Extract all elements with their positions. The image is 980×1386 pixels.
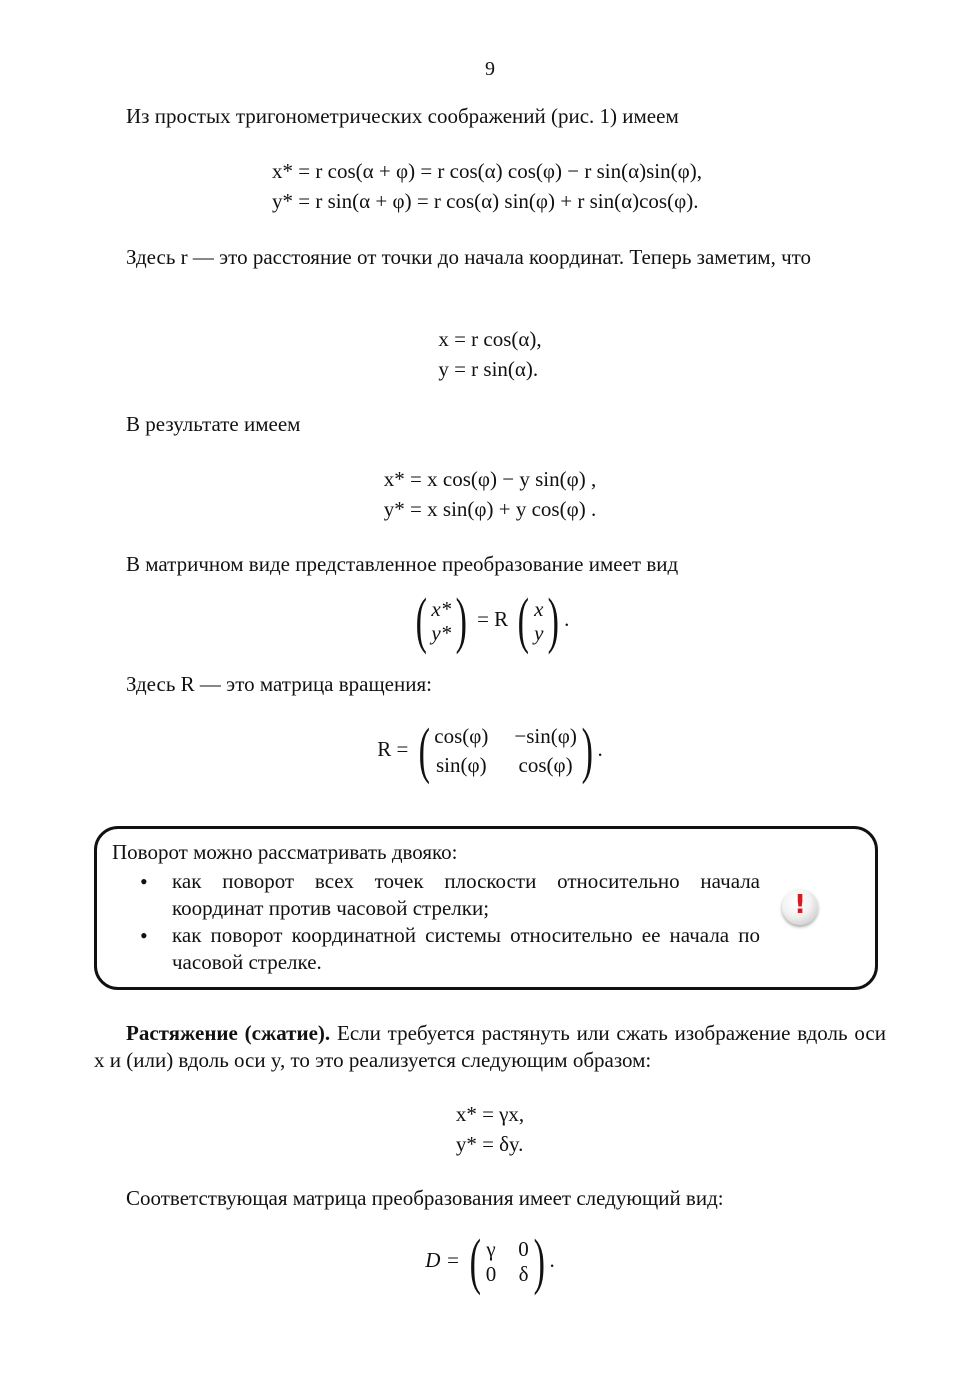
- rotation-matrix: ( cos(φ) −sin(φ) sin(φ) cos(φ) ): [418, 717, 593, 785]
- section-heading-stretch: Растяжение (сжатие).: [126, 1021, 331, 1045]
- note-list: [140, 868, 760, 976]
- paragraph-matrix-form: В матричном виде представленное преобразование имеет вид: [126, 552, 679, 576]
- list-item: • как поворот координатной системы относительно ее начала по часовой стрелке.: [140, 922, 760, 976]
- equation-end: .: [597, 736, 603, 761]
- equation-end: .: [549, 1247, 555, 1272]
- equation-line: x = r cos(α),: [438, 327, 542, 351]
- equation-middle: = R: [477, 606, 509, 631]
- paragraph-stretch-text: Если требуется растянуть или сжать изображение вдоль оси x и (или) вдоль оси y, то это реализуется следующим образом:: [94, 1021, 886, 1072]
- page-number: 9: [485, 58, 495, 80]
- matrix-cell: sin(φ): [436, 753, 487, 777]
- equation-line: x* = γx,: [455, 1102, 525, 1126]
- equation-line: x* = r cos(α + φ) = r cos(α) cos(φ) − r sin(α)sin(φ),: [272, 159, 702, 183]
- matrix-cell: γ: [486, 1237, 496, 1261]
- paragraph-scale-matrix: Соответствующая матрица преобразования имеет следующий вид:: [126, 1186, 724, 1210]
- list-item: • как поворот всех точек плоскости относительно начала координат против часовой стрелки;: [140, 868, 760, 922]
- matrix-cell: 0: [518, 1237, 529, 1261]
- equation-line: y = r sin(α).: [438, 357, 539, 381]
- matrix-cell: −sin(φ): [514, 724, 577, 748]
- warning-exclamation-icon: !: [782, 889, 818, 925]
- vector-xy: ( x y ): [518, 587, 560, 655]
- equation-scale-matrix: [0, 1228, 980, 1296]
- equation-rotation-expanded: [0, 156, 980, 216]
- vector-xy-star: ( x* y* ): [415, 587, 468, 655]
- matrix-cell: cos(φ): [434, 724, 489, 748]
- paragraph-trig-intro: Из простых тригонометрических соображений (рис. 1) имеем: [126, 104, 679, 128]
- matrix-cell: x*: [431, 597, 452, 621]
- equation-line: y* = r sin(α + φ) = r cos(α) sin(φ) + r sin(α)cos(φ).: [272, 189, 699, 213]
- paragraph-result: В результате имеем: [126, 412, 301, 436]
- note-intro: Поворот можно рассматривать двояко:: [112, 840, 458, 864]
- equation-polar: [0, 324, 980, 384]
- scale-matrix: ( γ 0 0 δ ): [469, 1228, 545, 1296]
- equation-line: y* = δy.: [455, 1132, 524, 1156]
- matrix-cell: cos(φ): [518, 753, 573, 777]
- matrix-cell: δ: [518, 1262, 529, 1286]
- paragraph-rotation-matrix: Здесь R — это матрица вращения:: [126, 672, 432, 696]
- equation-line: x* = x cos(φ) − y sin(φ) ,: [383, 467, 597, 491]
- equation-line: y* = x sin(φ) + y cos(φ) .: [383, 497, 597, 521]
- equation-matrix-form: [0, 587, 980, 655]
- paragraph-stretch: [94, 1020, 886, 1074]
- equation-lhs: D =: [425, 1247, 460, 1272]
- paragraph-r-definition: Здесь r — это расстояние от точки до начала координат. Теперь заметим, что: [126, 245, 812, 269]
- matrix-cell: y: [534, 621, 544, 645]
- equation-rotation-matrix: [0, 717, 980, 785]
- equation-stretch: [0, 1099, 980, 1159]
- equation-end: .: [564, 606, 570, 631]
- matrix-cell: x: [534, 597, 544, 621]
- equation-rotation-result: [0, 464, 980, 524]
- matrix-cell: 0: [485, 1262, 497, 1286]
- matrix-cell: y*: [431, 621, 452, 645]
- equation-lhs: R =: [377, 736, 409, 761]
